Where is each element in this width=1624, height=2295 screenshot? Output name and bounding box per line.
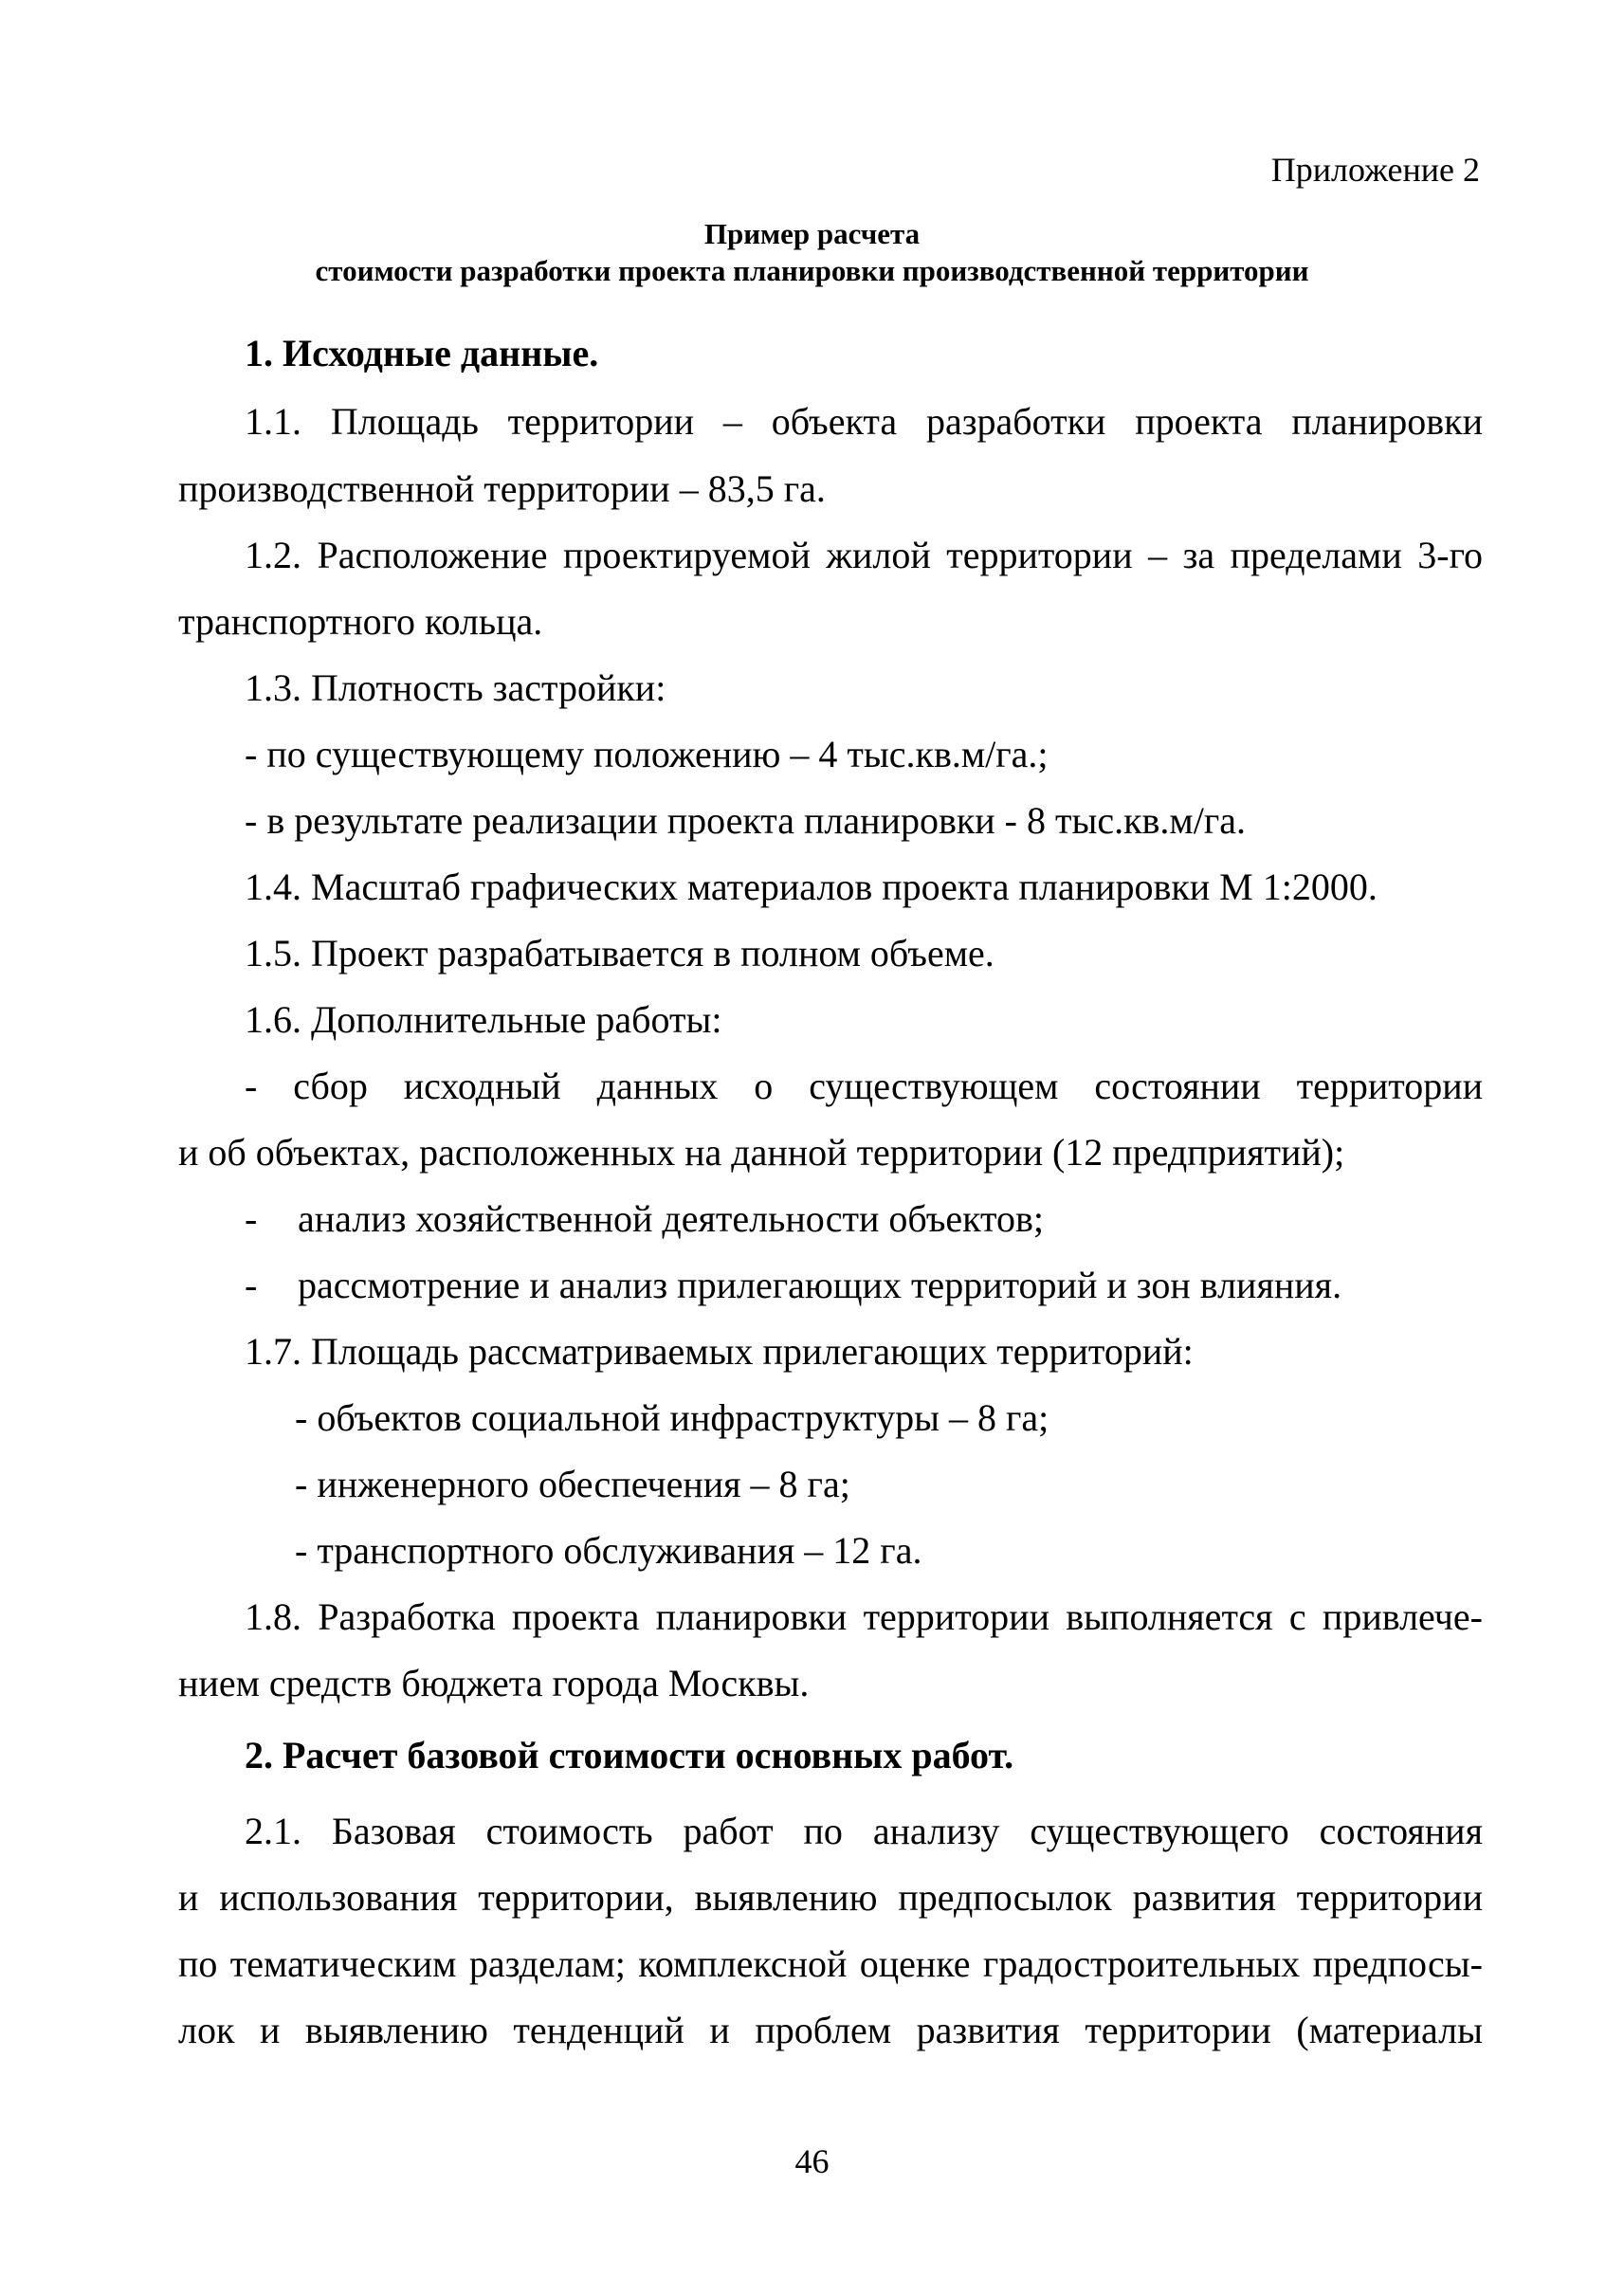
paragraph-1-6-a-line-2: и об объектах, расположенных на данной территории (12 предприятий);	[178, 1131, 1345, 1174]
paragraph-1-7: 1.7. Площадь рассматриваемых прилегающих территорий:	[245, 1330, 1194, 1373]
section-1-heading: 1. Исходные данные.	[245, 332, 599, 374]
paragraph-1-6: 1.6. Дополнительные работы:	[245, 998, 722, 1041]
paragraph-2-1-line-2: и использования территории, выявлению предпосылок развития территории	[178, 1876, 1483, 1919]
list-item-text: анализ хозяйственной деятельности объектов;	[298, 1197, 1045, 1240]
list-dash: -	[245, 1197, 258, 1240]
document-body	[178, 330, 1483, 2054]
paragraph-1-1-line-1: 1.1. Площадь территории – объекта разработки проекта планировки	[245, 400, 1483, 443]
page-number: 46	[794, 2142, 830, 2180]
section-2-heading: 2. Расчет базовой стоимости основных работ.	[245, 1734, 1014, 1776]
paragraph-1-3-a: - по существующему положению – 4 тыс.кв.м/га.;	[245, 733, 1049, 775]
paragraph-1-5: 1.5. Проект разрабатывается в полном объеме.	[245, 932, 994, 974]
list-item-1-6-c	[178, 1262, 1483, 1309]
paragraph-1-8-line-2: нием средств бюджета города Москвы.	[178, 1662, 810, 1704]
title-line-1: Пример расчета	[703, 217, 921, 250]
paragraph-2-1-line-1: 2.1. Базовая стоимость работ по анализу существующего состояния	[245, 1810, 1483, 1852]
paragraph-1-7-b: - инженерного обеспечения – 8 га;	[295, 1463, 850, 1505]
paragraph-1-7-c: - транспортного обслуживания – 12 га.	[295, 1529, 922, 1572]
list-item-text: рассмотрение и анализ прилегающих территорий и зон влияния.	[298, 1264, 1342, 1306]
paragraph-1-8-line-1: 1.8. Разработка проекта планировки территории выполняется с привлече-	[245, 1595, 1483, 1638]
paragraph-1-7-a: - объектов социальной инфраструктуры – 8 га;	[295, 1396, 1049, 1439]
list-item-1-6-b	[178, 1195, 1483, 1243]
paragraph-1-3: 1.3. Плотность застройки:	[245, 666, 666, 709]
paragraph-1-3-b: - в результате реализации проекта планировки - 8 тыс.кв.м/га.	[245, 799, 1247, 842]
paragraph-1-2-line-1: 1.2. Расположение проектируемой жилой территории – за пределами 3-го	[245, 534, 1483, 576]
paragraph-1-2-line-2: транспортного кольца.	[178, 600, 543, 643]
list-dash: -	[245, 1264, 258, 1306]
appendix-label: Приложение 2	[1270, 151, 1480, 189]
paragraph-2-1-line-4: лок и выявлению тенденций и проблем развития территории (материалы	[178, 2009, 1483, 2051]
paragraph-2-1-line-3: по тематическим разделам; комплексной оценке градостроительных предпосы-	[178, 1942, 1483, 1985]
document-title	[0, 215, 1624, 289]
paragraph-1-1-line-2: производственной территории – 83,5 га.	[178, 467, 826, 510]
title-line-2: стоимости разработки проекта планировки производственной территории	[315, 254, 1309, 287]
paragraph-1-6-a-line-1: - сбор исходный данных о существующем состоянии территории	[245, 1065, 1483, 1107]
paragraph-1-4: 1.4. Масштаб графических материалов проекта планировки М 1:2000.	[245, 865, 1378, 908]
